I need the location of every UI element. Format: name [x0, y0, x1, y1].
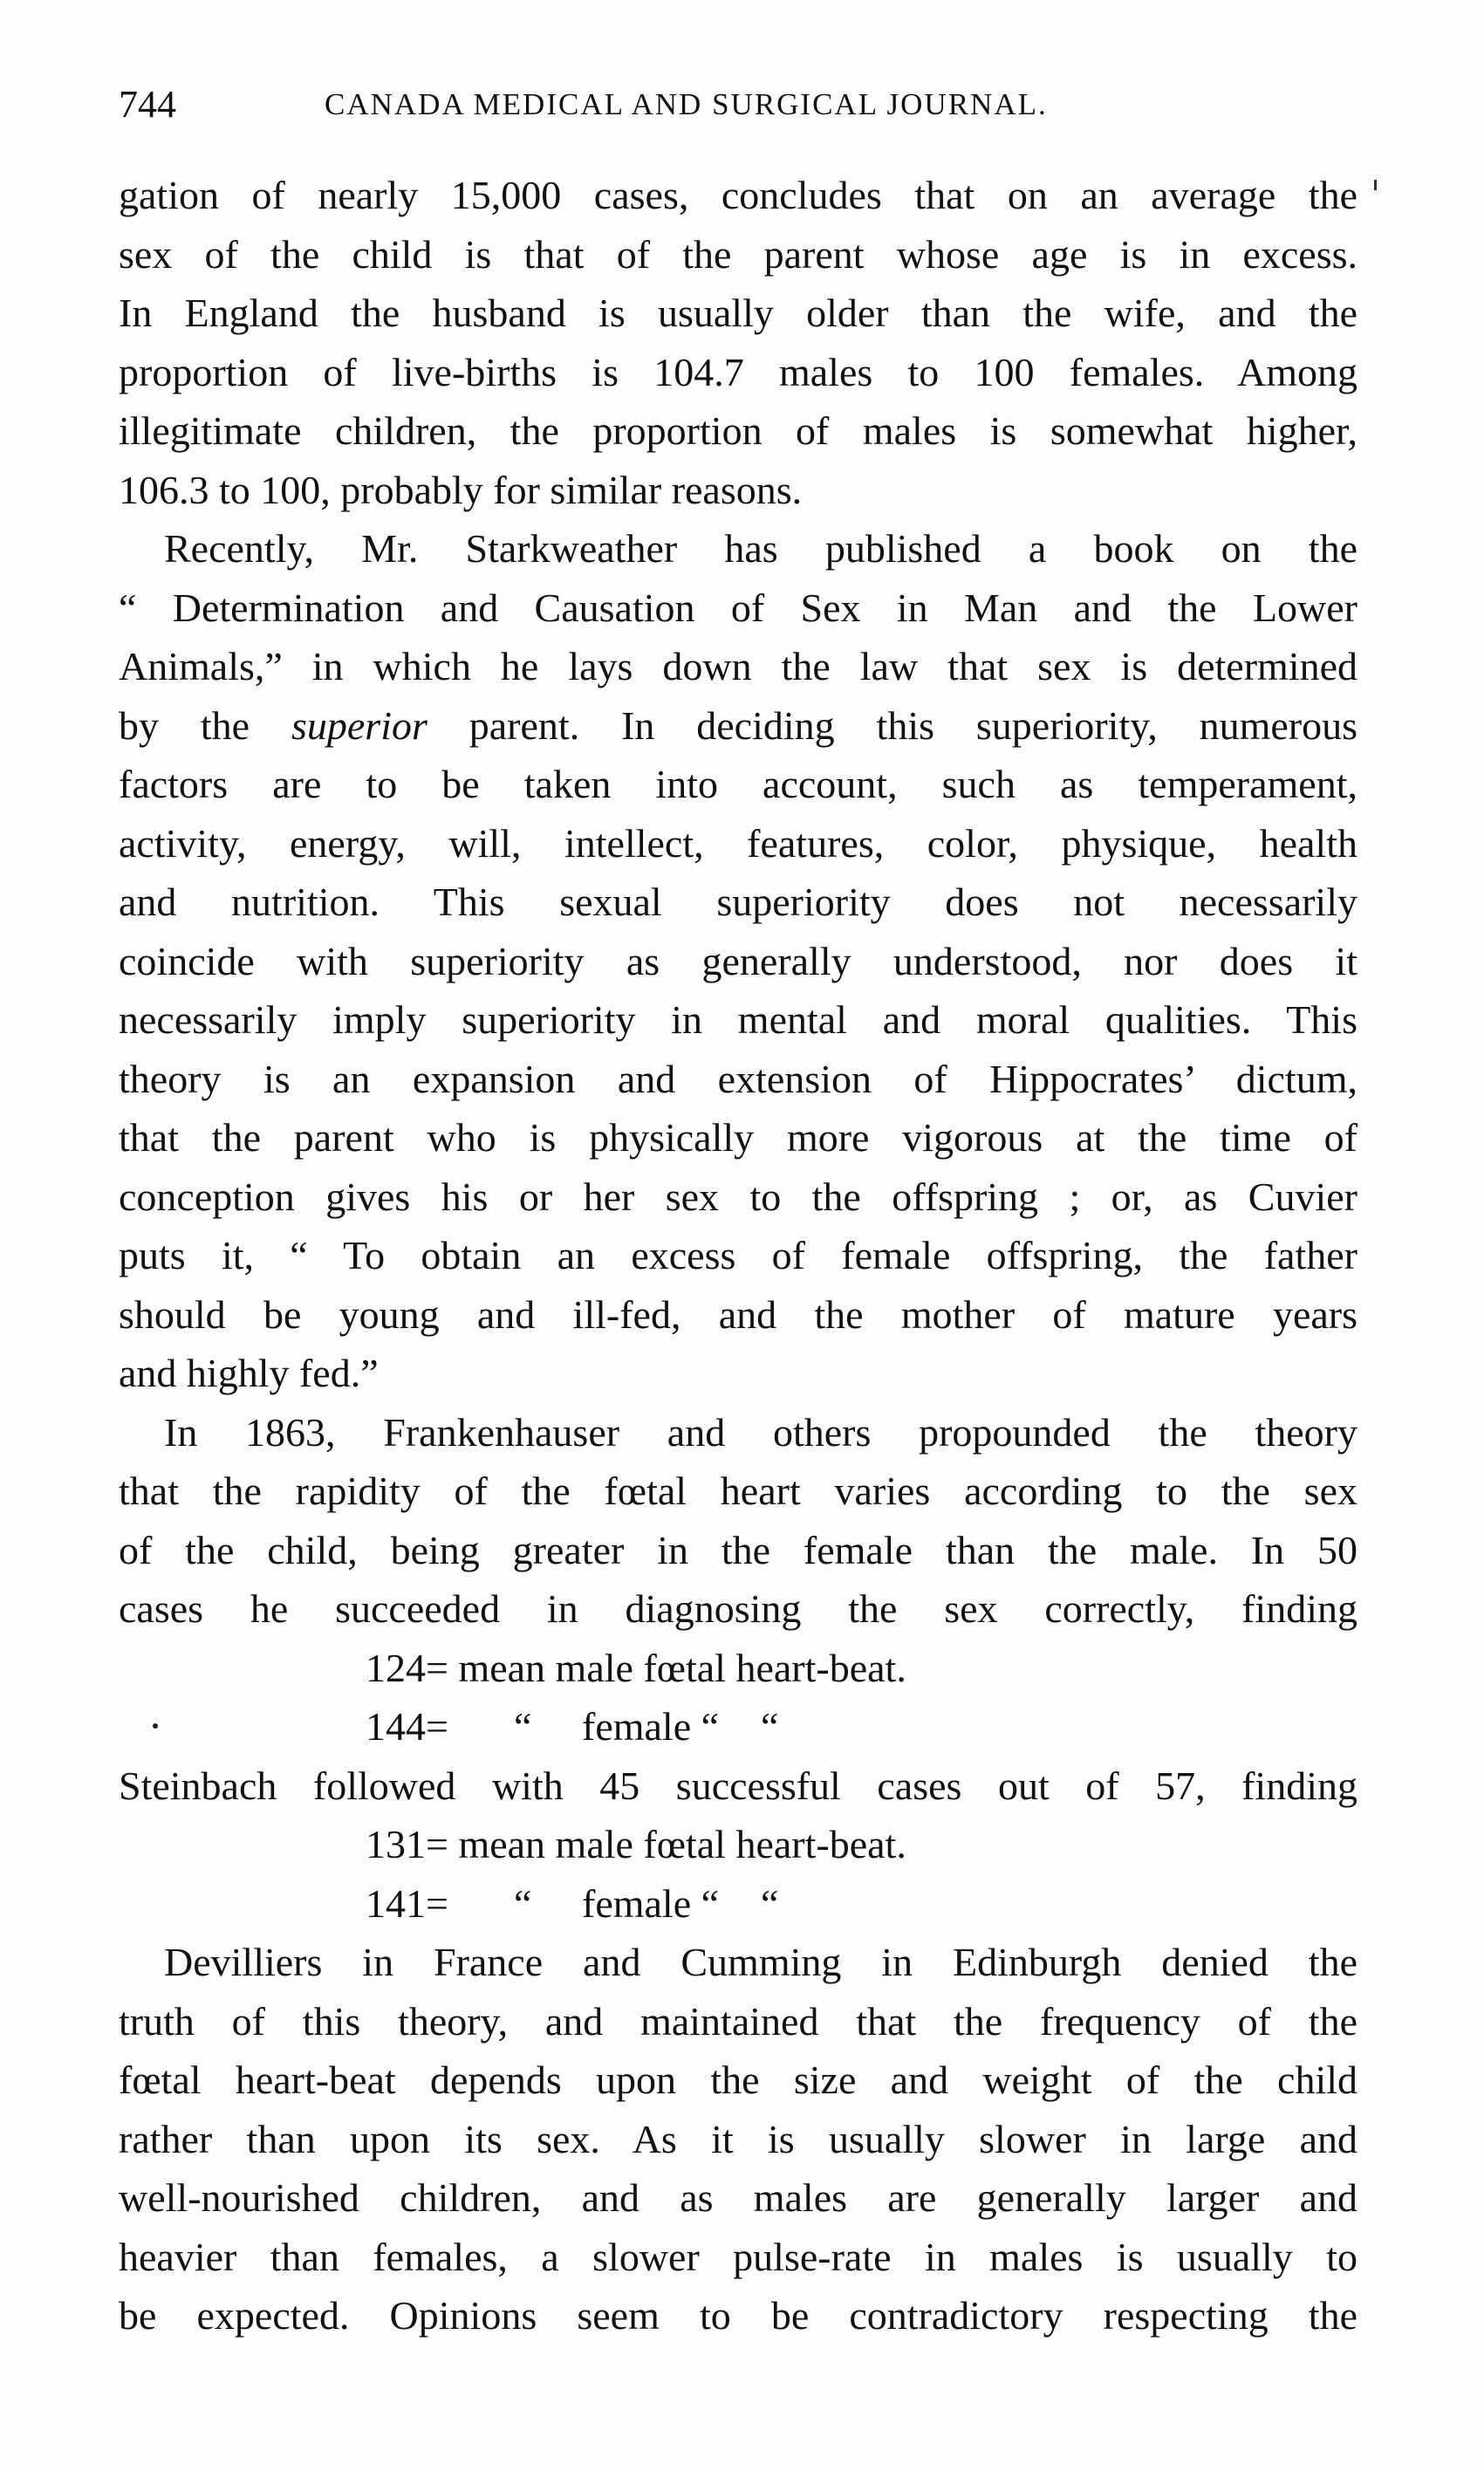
formula-text: female “ — [582, 1880, 720, 1926]
text-line: and nutrition. This sexual superiority does not necessarily — [119, 880, 1357, 924]
text-line — [119, 696, 1357, 756]
text-line: that the parent who is physically more vigorous at the time of — [119, 1115, 1357, 1160]
text-line: puts it, “ To obtain an excess of female offspring, the father — [119, 1233, 1357, 1277]
text-line: should be young and ill-fed, and the mother of mature years — [119, 1291, 1357, 1337]
ditto-mark: “ — [761, 1880, 779, 1926]
text-line: illegitimate children, the proportion of males is somewhat higher, — [119, 408, 1357, 453]
text-line: rather than upon its sex. As it is usually slower in large and — [119, 2116, 1357, 2161]
text-line: sex of the child is that of the parent whose age is in excess. — [119, 231, 1357, 277]
text-line: In 1863, Frankenhauser and others propounded the theory — [164, 1409, 1357, 1455]
text-line: that the rapidity of the fœtal heart varies according to the sex — [119, 1469, 1357, 1513]
text-line: factors are to be taken into account, such as temperament, — [119, 762, 1357, 806]
text-line: be expected. Opinions seem to be contradictory respecting the — [119, 2293, 1357, 2338]
text-line: Recently, Mr. Starkweather has published a book on the — [164, 526, 1357, 571]
ditto-mark: “ — [761, 1704, 779, 1749]
formula-line: 124= mean male fœtal heart-beat. — [366, 1645, 906, 1690]
text-line: truth of this theory, and maintained that the frequency of the — [119, 1998, 1357, 2044]
text-line: gation of nearly 15,000 cases, concludes that on an average the — [119, 173, 1357, 217]
text-line: well-nourished children, and as males are generally larger and — [119, 2175, 1357, 2220]
page-header — [119, 80, 1357, 129]
text-line: fœtal heart-beat depends upon the size and weight of the child — [119, 2058, 1357, 2102]
text-line: activity, energy, will, intellect, features, color, physique, health — [119, 820, 1357, 866]
text-line: of the child, being greater in the female than the male. In 50 — [119, 1527, 1357, 1572]
italic-word: superior — [291, 702, 427, 748]
formula-number: 144= — [366, 1704, 448, 1749]
formula-line: 131= mean male fœtal heart-beat. — [366, 1822, 906, 1866]
page-number: 744 — [119, 83, 176, 126]
text-line: conception gives his or her sex to the offspring ; or, as Cuvier — [119, 1174, 1357, 1219]
running-title: CANADA MEDICAL AND SURGICAL JOURNAL. — [325, 87, 1048, 121]
body-text — [119, 166, 1357, 2345]
text-line: Steinbach followed with 45 successful cases out of 57, finding — [119, 1763, 1357, 1808]
text-line: proportion of live-births is 104.7 males to 100 females. Among — [119, 349, 1357, 394]
formula-line — [119, 1874, 1357, 1934]
text-line: coincide with superiority as generally understood, nor does it — [119, 938, 1357, 983]
formula-number: 141= — [366, 1880, 448, 1926]
text-line: Animals,” in which he lays down the law that sex is determined — [119, 644, 1357, 688]
formula-text: female “ — [582, 1704, 720, 1749]
text-line: necessarily imply superiority in mental and moral qualities. This — [119, 997, 1357, 1042]
text-run: by the — [119, 702, 291, 748]
text-run: parent. In deciding this superiority, numerous — [427, 702, 1357, 748]
print-mark — [1374, 180, 1377, 190]
formula-line — [119, 1697, 1357, 1756]
text-line: theory is an expansion and extension of Hippocrates’ dictum, — [119, 1056, 1357, 1101]
text-line: 106.3 to 100, probably for similar reasons. — [119, 467, 803, 512]
text-line: cases he succeeded in diagnosing the sex correctly, finding — [119, 1586, 1357, 1631]
text-line: In England the husband is usually older than the wife, and the — [119, 291, 1357, 335]
text-line: “ Determination and Causation of Sex in Man and the Lower — [119, 585, 1357, 630]
ditto-mark: “ — [514, 1880, 532, 1926]
text-line: heavier than females, a slower pulse-rate in males is usually to — [119, 2234, 1357, 2279]
text-line: Devilliers in France and Cumming in Edinburgh denied the — [164, 1940, 1357, 1984]
text-line: and highly fed.” — [119, 1351, 379, 1395]
ditto-mark: “ — [514, 1704, 532, 1749]
